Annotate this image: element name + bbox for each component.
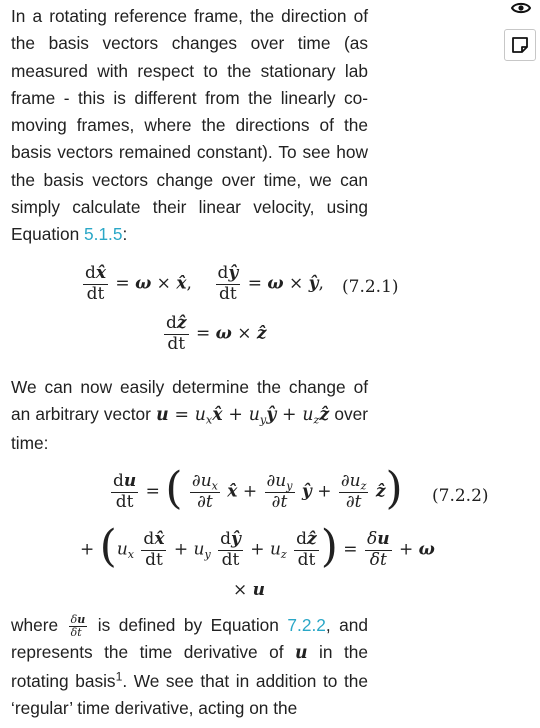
readability-toggle-button[interactable]	[506, 0, 536, 23]
delta-u-over-delta-t: $\frac{\delta u}{\delta t}$	[70, 612, 86, 639]
footnote-1-link[interactable]: 1	[115, 668, 123, 683]
eye-icon	[511, 1, 531, 15]
paragraph-where: where $\frac{\delta u}{\delta t}$ is defined by Equation 7.2.2, and represents the time derivative of u in the rotating basis$^1$. We see that in addition to the ‘regular’ time derivative, acting on the	[11, 612, 369, 718]
vector-u-expression: $u = u_xx̂$ + $u_yŷ$ + $u_zẑ$	[156, 405, 330, 427]
annotation-button[interactable]	[504, 29, 536, 61]
paragraph-intro-text: In a rotating reference frame, the direction of the basis vectors changes over time (as measured with respect to the stationary lab frame - this is different from the linearly co-moving frames, where the directions of the basis vectors remained constant). To see how the basis vectors change over time, we can simply calculate their linear velocity, using Equation	[11, 6, 368, 245]
equation-link-5-1-5[interactable]: 5.1.5	[84, 224, 123, 245]
paragraph-intro: In a rotating reference frame, the direction of the basis vectors changes over time (as measured with respect to the stationary lab frame - this is different from the linearly co-moving frames, where the directions of the basis vectors remained constant). To see how the basis vectors change over time, we can simply calculate their linear velocity, using Equation 5.1.5:	[11, 6, 368, 245]
equation-7-2-2-line-2: + ($u_x$ $\frac{dx̂}{dt}$ + $u_y$ $\frac{dŷ}{dt}$ + $u_z$ $\frac{\text{dẑ}}{dt}$ ) = $\frac{\delta u}{\delta t}$ + ω	[80, 521, 435, 573]
equation-7-2-1-line-2: $\frac{\text{dẑ}}{dt}$ = ω × ẑ	[166, 313, 267, 354]
equation-number-7-2-1: (7.2.1)	[342, 277, 399, 297]
paragraph-arbitrary-vector: We can now easily determine the change of an arbitrary vector $u = u_xx̂$ + $u_yŷ$ + $u_zẑ$ over time:	[11, 377, 368, 453]
equation-7-2-2-line-3: × u	[233, 580, 266, 600]
equation-7-2-1-line-1: $\frac{dx̂}{dt}$ = ω × x̂, $\frac{dŷ}{dt}$ = ω × ŷ,	[85, 263, 324, 304]
equation-number-7-2-2: (7.2.2)	[432, 486, 489, 506]
equation-7-2-2-line-1: $\frac{du}{dt}$ = ( $\frac{\partial u_x}{\partial t}$ x̂ + $\frac{\partial u_y}{\partial t}$ ŷ + $\frac{\partial u_z}{\partial t}$ ẑ)	[113, 463, 403, 515]
equation-link-7-2-2[interactable]: 7.2.2	[287, 615, 326, 635]
sticky-note-icon	[511, 36, 529, 54]
